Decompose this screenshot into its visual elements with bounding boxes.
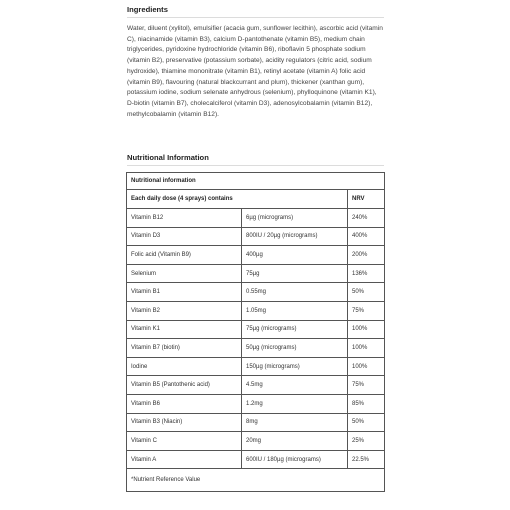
table-row	[127, 301, 385, 320]
nutrient-amount: 8mg	[242, 413, 348, 432]
nutrient-amount: 400µg	[242, 246, 348, 265]
nutrient-amount: 20mg	[242, 432, 348, 451]
table-header-row	[127, 190, 385, 209]
ingredients-heading: Ingredients	[127, 5, 168, 14]
nutrient-amount: 50µg (micrograms)	[242, 339, 348, 358]
table-row	[127, 432, 385, 451]
nutritional-information-heading: Nutritional Information	[127, 153, 209, 162]
nutrient-amount: 0.55mg	[242, 283, 348, 302]
table-row	[127, 283, 385, 302]
nutrient-amount: 4.5mg	[242, 376, 348, 395]
nutrient-name: Vitamin K1	[127, 320, 242, 339]
nutrient-amount: 600IU / 180µg (micrograms)	[242, 450, 348, 469]
nutrient-amount: 6µg (micrograms)	[242, 209, 348, 228]
table-row	[127, 413, 385, 432]
nutrient-nrv: 22.5%	[348, 450, 385, 469]
nutrition-table	[126, 172, 385, 492]
nutrient-name: Vitamin B3 (Niacin)	[127, 413, 242, 432]
table-row	[127, 227, 385, 246]
dose-header: Each daily dose (4 sprays) contains	[127, 190, 348, 209]
nutrient-name: Vitamin B6	[127, 394, 242, 413]
nutrient-name: Folic acid (Vitamin B9)	[127, 246, 242, 265]
nutrient-name: Vitamin B2	[127, 301, 242, 320]
table-row	[127, 264, 385, 283]
table-row	[127, 320, 385, 339]
nutrient-name: Vitamin B1	[127, 283, 242, 302]
nutrient-name: Selenium	[127, 264, 242, 283]
nutrient-name: Vitamin B12	[127, 209, 242, 228]
nutrient-name: Vitamin D3	[127, 227, 242, 246]
nutrient-nrv: 75%	[348, 376, 385, 395]
nutrient-amount: 1.05mg	[242, 301, 348, 320]
table-title-row	[127, 173, 385, 190]
nutrient-amount: 1.2mg	[242, 394, 348, 413]
nutrient-nrv: 50%	[348, 283, 385, 302]
nutrient-amount: 150µg (micrograms)	[242, 357, 348, 376]
nutrient-nrv: 136%	[348, 264, 385, 283]
nutrient-amount: 800IU / 20µg (micrograms)	[242, 227, 348, 246]
nutrient-nrv: 100%	[348, 357, 385, 376]
ingredients-divider	[127, 17, 384, 18]
nutrient-nrv: 75%	[348, 301, 385, 320]
table-row	[127, 357, 385, 376]
nrv-header: NRV	[348, 190, 385, 209]
nutrient-nrv: 400%	[348, 227, 385, 246]
table-title: Nutritional information	[127, 173, 385, 190]
nutrient-amount: 75µg	[242, 264, 348, 283]
table-row	[127, 450, 385, 469]
nutrient-nrv: 100%	[348, 339, 385, 358]
table-row	[127, 394, 385, 413]
nutrient-name: Vitamin A	[127, 450, 242, 469]
table-row	[127, 209, 385, 228]
nutrient-nrv: 240%	[348, 209, 385, 228]
nutrient-amount: 75µg (micrograms)	[242, 320, 348, 339]
nutrient-nrv: 200%	[348, 246, 385, 265]
nutrient-nrv: 100%	[348, 320, 385, 339]
nutrition-divider	[127, 165, 384, 166]
ingredients-text: Water, diluent (xylitol), emulsifier (acacia gum, sunflower lecithin), ascorbic acid (vitamin C), niacinamide (vitamin B3), calcium D-pantothenate (vitamin B5), medium chain triglycerides, pyridoxine hydrochloride (vitamin B6), riboflavin 5 phosphate sodium (vitamin B2), preservative (potassium sorbate), acidity regulators (citric acid, sodium hydroxide), thiamine mononitrate (vitamin B1), retinyl acetate (vitamin A) folic acid (vitamin B9), flavouring (natural blackcurrant and plum), thickener (xanthan gum), potassium iodine, sodium selenate anhydrous (selenium), phylloquinone (vitamin K1), D-biotin (vitamin B7), cholecalciferol (vitamin D3), adenosylcobalamin (vitamin B12), methylcobalamin (vitamin B12).	[127, 25, 383, 118]
nrv-footnote: *Nutrient Reference Value	[127, 469, 385, 492]
nutrient-name: Vitamin B5 (Pantothenic acid)	[127, 376, 242, 395]
table-row	[127, 339, 385, 358]
footnote-row	[127, 469, 385, 492]
table-row	[127, 376, 385, 395]
nutrient-nrv: 50%	[348, 413, 385, 432]
nutrient-name: Iodine	[127, 357, 242, 376]
nutrient-name: Vitamin C	[127, 432, 242, 451]
table-row	[127, 246, 385, 265]
nutrient-nrv: 85%	[348, 394, 385, 413]
nutrient-nrv: 25%	[348, 432, 385, 451]
nutrient-name: Vitamin B7 (biotin)	[127, 339, 242, 358]
